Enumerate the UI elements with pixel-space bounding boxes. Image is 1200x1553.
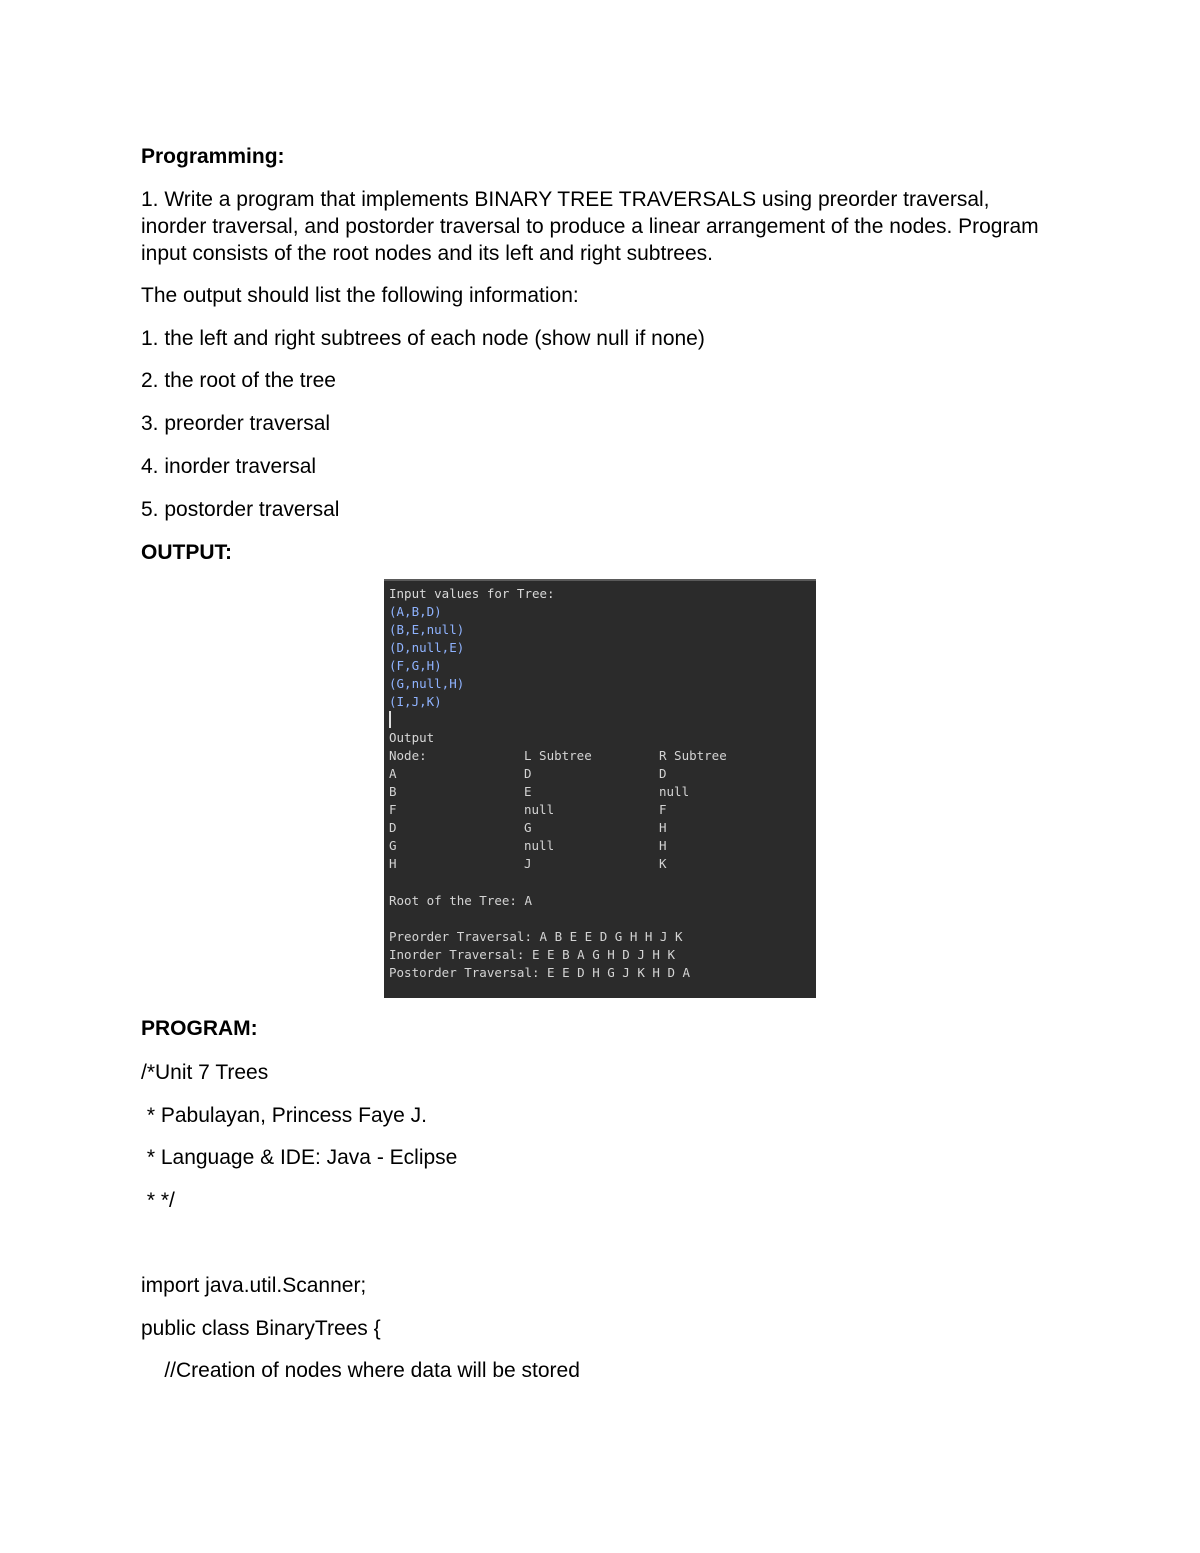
row-node: A: [389, 766, 397, 781]
heading-output: OUTPUT:: [141, 541, 232, 564]
code-line-4: * */: [141, 1189, 175, 1212]
task-paragraph: 1. Write a program that implements BINARY TREE TRAVERSALS using preorder traversal, inorder traversal, and postorder traversal to produce a linear arrangement of the nodes. Program input consists of the root nodes and its left and right subtrees.: [141, 188, 1039, 265]
row-left: E: [524, 784, 532, 799]
console-input-6: (I,J,K): [389, 694, 442, 709]
table-row: [384, 783, 816, 801]
heading-programming: Programming:: [141, 145, 285, 168]
console-table-header: [384, 747, 816, 765]
row-left: D: [524, 766, 532, 781]
row-right: H: [659, 838, 667, 853]
requirement-4: 4. inorder traversal: [141, 455, 317, 478]
output-intro: The output should list the following information:: [141, 284, 579, 307]
console-input-2: (B,E,null): [389, 622, 465, 637]
table-row: [384, 819, 816, 837]
requirement-2: 2. the root of the tree: [141, 369, 336, 392]
console-input-title: Input values for Tree:: [389, 586, 555, 601]
row-right: null: [659, 784, 690, 799]
console-input-3: (D,null,E): [389, 640, 465, 655]
console-input-5: (G,null,H): [389, 676, 465, 691]
console-postorder-line: Postorder Traversal: E E D H G J K H D A: [389, 965, 691, 980]
code-line-3: * Language & IDE: Java - Eclipse: [141, 1146, 458, 1169]
code-line-6: public class BinaryTrees {: [141, 1317, 381, 1340]
row-left: J: [524, 856, 532, 871]
row-node: H: [389, 856, 397, 871]
code-line-2: * Pabulayan, Princess Faye J.: [141, 1104, 427, 1127]
header-l-subtree: L Subtree: [524, 748, 592, 763]
heading-program: PROGRAM:: [141, 1017, 258, 1040]
row-node: D: [389, 820, 397, 835]
console-output-screenshot: [384, 579, 816, 998]
row-right: H: [659, 820, 667, 835]
row-left: null: [524, 838, 555, 853]
row-right: K: [659, 856, 667, 871]
console-input-4: (F,G,H): [389, 658, 442, 673]
code-line-7: //Creation of nodes where data will be stored: [141, 1359, 580, 1382]
header-node: Node:: [389, 748, 427, 763]
row-right: F: [659, 802, 667, 817]
code-line-5: import java.util.Scanner;: [141, 1274, 367, 1297]
code-line-1: /*Unit 7 Trees: [141, 1061, 269, 1084]
row-right: D: [659, 766, 667, 781]
console-text-cursor: [389, 711, 391, 728]
row-node: B: [389, 784, 397, 799]
header-r-subtree: R Subtree: [659, 748, 727, 763]
console-input-1: (A,B,D): [389, 604, 442, 619]
table-row: [384, 765, 816, 783]
table-row: [384, 801, 816, 819]
table-row: [384, 837, 816, 855]
console-root-line: Root of the Tree: A: [389, 893, 532, 908]
console-inorder-line: Inorder Traversal: E E B A G H D J H K: [389, 947, 675, 962]
console-preorder-line: Preorder Traversal: A B E E D G H H J K: [389, 929, 683, 944]
requirement-3: 3. preorder traversal: [141, 412, 331, 435]
console-output-label: Output: [389, 730, 435, 745]
table-row: [384, 855, 816, 873]
row-left: G: [524, 820, 532, 835]
row-node: G: [389, 838, 397, 853]
row-node: F: [389, 802, 397, 817]
requirement-5: 5. postorder traversal: [141, 498, 340, 521]
row-left: null: [524, 802, 555, 817]
requirement-1: 1. the left and right subtrees of each node (show null if none): [141, 327, 705, 350]
